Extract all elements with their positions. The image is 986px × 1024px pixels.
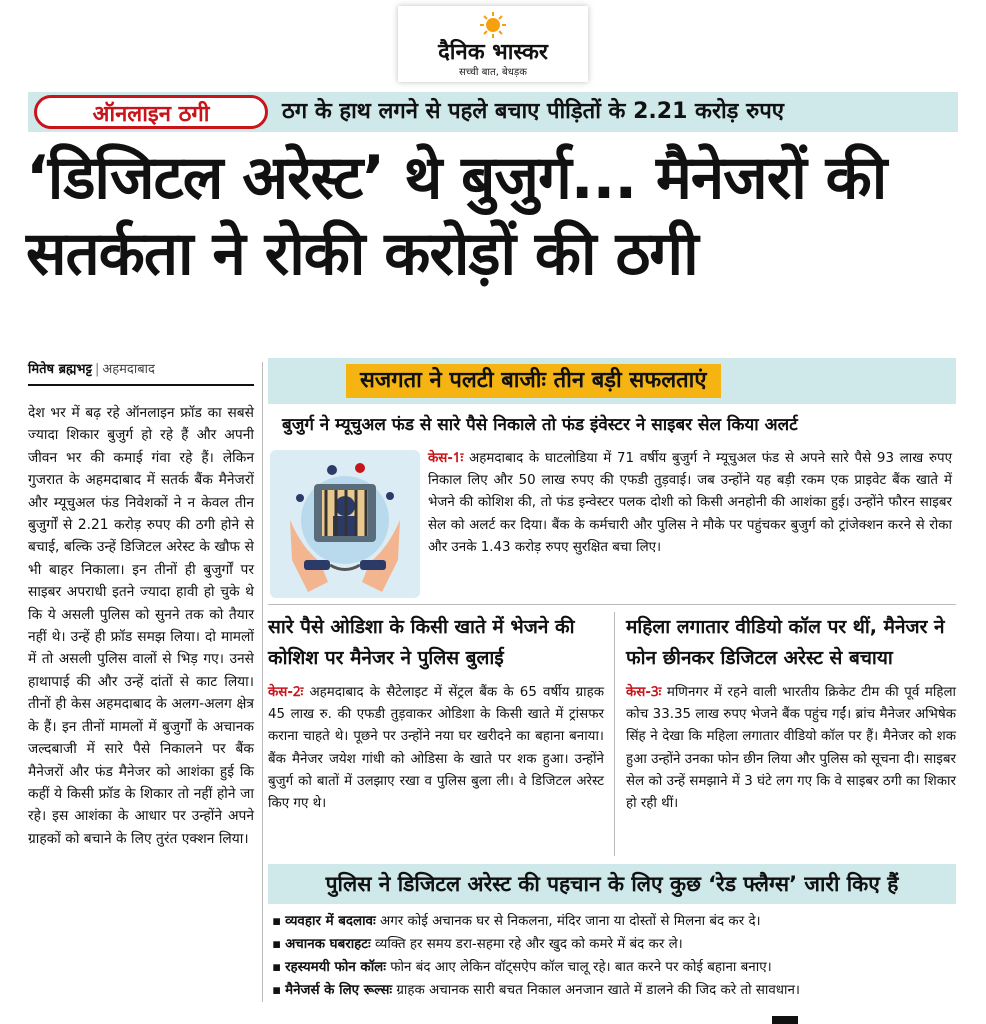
byline	[28, 358, 254, 386]
digital-arrest-illustration	[270, 450, 420, 598]
main-headline: ‘डिजिटल अरेस्ट’ थे बुजुर्ग... मैनेजरों की सतर्कता ने रोकी करोड़ों की ठगी	[26, 143, 887, 289]
panel-title-band	[268, 358, 956, 404]
case1-body	[428, 448, 952, 559]
flag-label: मैनेजर्स के लिए रूल्सः	[285, 983, 393, 998]
red-flags-list	[272, 910, 962, 1002]
panel-title: सजगता ने पलटी बाजीः तीन बड़ी सफलताएं	[346, 364, 721, 398]
list-item	[272, 933, 962, 956]
case3-text: मणिनगर में रहने वाली भारतीय क्रिकेट टीम की पूर्व महिला कोच 33.35 लाख रुपए भेजने बैंक पहुंच गईं। ब्रांच मैनेजर अभिषेक सिंह ने देखा कि महिला लगातार वीडियो कॉल पर हैं। मैनेजर को शक हुआ उन्होंने उनका फोन छीन लिया और पुलिस को सूचना दी। साइबर सेल को उन्हें समझाने में 3 घंटे लग गए कि वे साइबर ठगी का शिकार हो रही थीं।	[626, 685, 956, 812]
case3-body	[626, 682, 956, 815]
byline-author: मितेष ब्रह्मभट्ट	[28, 362, 92, 377]
flag-text: फोन बंद आए लेकिन वॉट्सऐप कॉल चालू रहे। बात करने पर कोई बहाना बनाए।	[390, 960, 772, 975]
masthead-logo	[398, 6, 588, 82]
kicker-line: ठग के हाथ लगने से पहले बचाए पीड़ितों के 2.21 करोड़ रुपए	[282, 99, 784, 124]
masthead-name: दैनिक भास्कर	[438, 40, 548, 65]
case2-body	[268, 682, 604, 815]
case1-headline: बुजुर्ग ने म्यूचुअल फंड से सारे पैसे निकाले तो फंड इंवेस्टर ने साइबर सेल किया अलर्ट	[282, 415, 798, 435]
byline-separator: |	[94, 362, 100, 377]
column-divider	[262, 362, 263, 1002]
masthead-tagline: सच्ची बात, बेधड़क	[459, 67, 527, 78]
case3-label: केस-3ः	[626, 685, 662, 700]
decorative-bar	[772, 1016, 798, 1024]
section-tag: ऑनलाइन ठगी	[34, 95, 268, 129]
flag-label: रहस्यमयी फोन कॉलः	[285, 960, 386, 975]
case2-text: अहमदाबाद के सैटेलाइट में सेंट्रल बैंक के 65 वर्षीय ग्राहक 45 लाख रु. की एफडी तुड़वाकर ओडिशा के किसी खाते में ट्रांसफर कराना चाहते थे। पूछने पर उन्होंने नया घर खरीदने का बहाना बनाया। बैंक मैनेजर जयेश गांधी को ओडिसा के खाते पर शक हुआ। उन्होंने बुजुर्ग को बातों में उलझाए रखा व पुलिस बुला ली। वे डिजिटल अरेस्ट किए गए थे।	[268, 685, 604, 812]
sun-icon	[480, 12, 506, 38]
flag-label: अचानक घबराहटः	[285, 937, 371, 952]
flag-text: व्यक्ति हर समय डरा-सहमा रहे और खुद को कमरे में बंद कर ले।	[375, 937, 683, 952]
case-divider	[614, 612, 615, 856]
list-item	[272, 910, 962, 933]
flag-text: अगर कोई अचानक घर से निकलना, मंदिर जाना या दोस्तों से मिलना बंद कर दे।	[379, 914, 761, 929]
list-item	[272, 979, 962, 1002]
case1-label: केस-1ः	[428, 451, 464, 466]
case2-headline: सारे पैसे ओडिशा के किसी खाते में भेजने की कोशिश पर मैनेजर ने पुलिस बुलाई	[268, 616, 575, 669]
flag-text: ग्राहक अचानक सारी बचत निकाल अनजान खाते में डालने की जिद करे तो सावधान।	[396, 983, 801, 998]
list-item	[272, 956, 962, 979]
byline-city: अहमदाबाद	[102, 362, 155, 377]
handcuffed-hands-icon	[270, 450, 420, 598]
case3-headline: महिला लगातार वीडियो कॉल पर थीं, मैनेजर ने फोन छीनकर डिजिटल अरेस्ट से बचाया	[626, 616, 945, 669]
section-divider	[268, 604, 956, 605]
case2-label: केस-2ः	[268, 685, 304, 700]
lead-article: देश भर में बढ़ रहे ऑनलाइन फ्रॉड का सबसे ज्यादा शिकार बुजुर्ग हो रहे हैं और अपनी जीवन भर की कमाई गंवा रहे हैं। लेकिन गुजरात के अहमदाबाद में सतर्क बैंक मैनेजरों और म्यूचुअल फंड निवेशकों ने न केवल तीन बुजुर्गों से 2.21 करोड़ रुपए की ठगी होने से बचाई, बल्कि उन्हें डिजिटल अरेस्ट के खौफ से भी बाहर निकाला। इन तीनों ही बुजुर्गों पर साइबर अपराधी इतने ज्यादा हावी हो चुके थे कि ये असली पुलिस को सुनने तक को तैयार नहीं थे। उन्हें ही फ्रॉड समझ लिया। दो मामलों में तो असली पुलिस वालों से भिड़ गए। उनसे हाथापाई की और उन्हें दांतों से काट लिया। तीनों ही केस अहमदाबाद के अलग-अलग क्षेत्र के हैं। इन तीनों मामलों में बुजुर्गों के अचानक जल्दबाजी में सारे पैसे निकालने पर बैंक मैनेजरों और फंड मैनेजर को आशंका हुई कि कहीं ये किसी फ्रॉड के शिकार तो नहीं होने जा रहे। इस आशंका के आधार पर उन्होंने अपने ग्राहकों को बचाने के लिए तुरंत एक्शन लिया।	[28, 405, 254, 847]
red-flags-title: पुलिस ने डिजिटल अरेस्ट की पहचान के लिए कुछ ‘रेड फ्लैग्स’ जारी किए हैं	[268, 864, 956, 904]
flag-label: व्यवहार में बदलावः	[285, 914, 376, 929]
case1-text: अहमदाबाद के घाटलोडिया में 71 वर्षीय बुजुर्ग ने म्यूचुअल फंड से अपने सारे पैसे 93 लाख रुपए निकाल लिए और 50 लाख रुपए की एफडी तुड़वाई। जब उन्होंने यह बड़ी रकम एक प्राइवेट बैंक खाते में भेजने की कोशिश की, तो फंड इन्वेस्टर पलक दोशी को किसी अनहोनी की आशंका हुई। उन्होंने फौरन साइबर सेल को अलर्ट कर दिया। बैंक के कर्मचारी और पुलिस ने मौके पर पहुंचकर बुजुर्ग को ट्रांजेक्शन करने से रोका और उनके 1.43 करोड़ रुपए सुरक्षित बचा लिए।	[428, 451, 952, 555]
